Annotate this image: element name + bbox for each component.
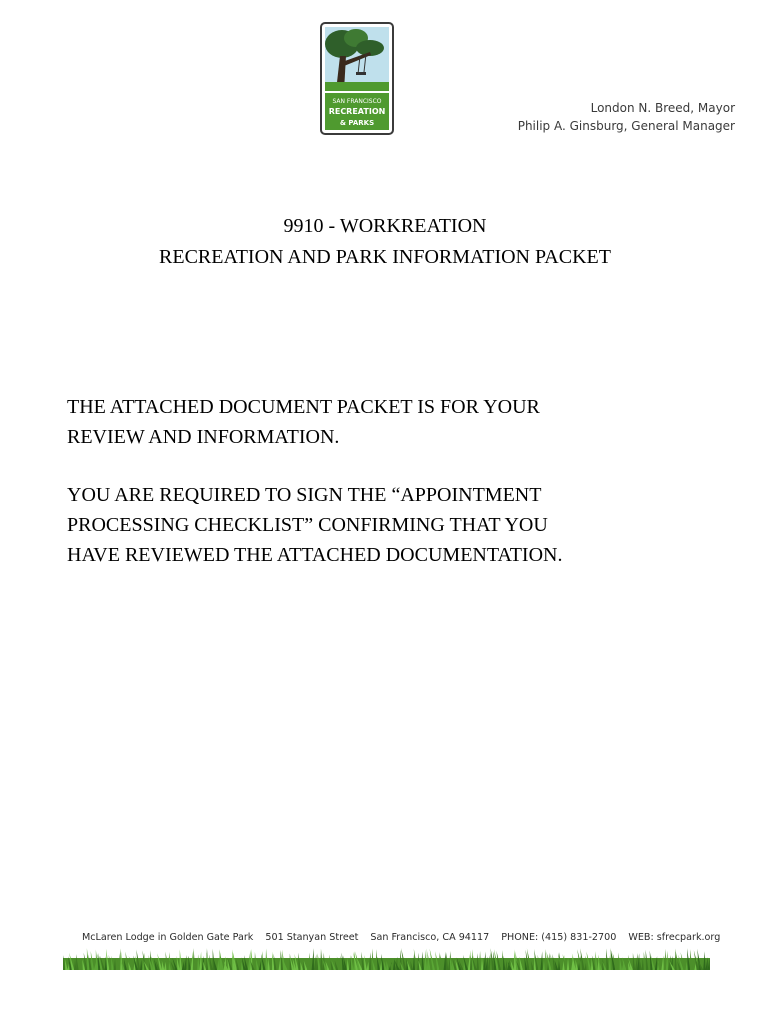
paragraph-2-line-1: YOU ARE REQUIRED TO SIGN THE “APPOINTMENT xyxy=(67,484,542,506)
paragraph-2-line-2: PROCESSING CHECKLIST” CONFIRMING THAT YOU xyxy=(67,514,548,536)
logo-text-line2: RECREATION xyxy=(328,107,386,116)
title-line-1: 9910 - WORKREATION xyxy=(283,215,487,237)
footer-city: San Francisco, CA 94117 xyxy=(370,931,490,943)
officials-block xyxy=(518,99,735,135)
paragraph-review-notice xyxy=(67,392,540,452)
mayor-name: London N. Breed, Mayor xyxy=(590,101,735,115)
footer-street: 501 Stanyan Street xyxy=(265,931,359,943)
document-title xyxy=(0,211,770,273)
title-line-2: RECREATION AND PARK INFORMATION PACKET xyxy=(159,246,611,268)
logo-text-line3: & PARKS xyxy=(339,119,375,127)
paragraph-2-line-3: HAVE REVIEWED THE ATTACHED DOCUMENTATION. xyxy=(67,544,563,566)
footer-web: WEB: sfrecpark.org xyxy=(628,931,721,943)
sf-rec-park-logo xyxy=(320,22,394,135)
logo-graphic xyxy=(320,22,394,135)
paragraph-signature-requirement xyxy=(67,480,562,570)
footer-phone: PHONE: (415) 831-2700 xyxy=(501,931,617,943)
footer-location: McLaren Lodge in Golden Gate Park xyxy=(82,931,254,943)
footer-contact-line xyxy=(82,930,721,944)
paragraph-1-line-2: REVIEW AND INFORMATION. xyxy=(67,426,340,448)
paragraph-1-line-1: THE ATTACHED DOCUMENT PACKET IS FOR YOUR xyxy=(67,396,540,418)
grass-footer-graphic xyxy=(63,948,710,970)
logo-text-line1: SAN FRANCISCO xyxy=(332,98,382,105)
general-manager-name: Philip A. Ginsburg, General Manager xyxy=(517,119,735,133)
